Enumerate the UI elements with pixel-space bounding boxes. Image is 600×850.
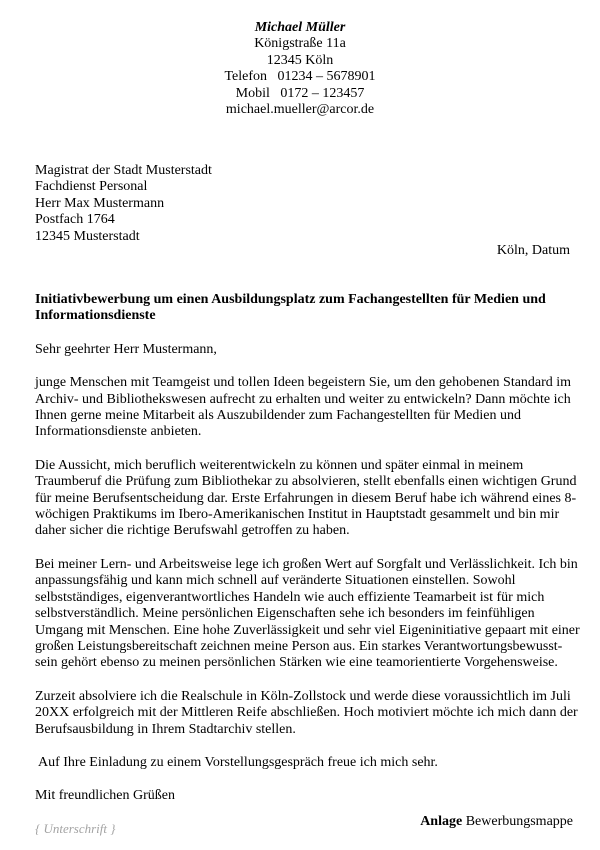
body-paragraph: Die Aussicht, mich beruflich weiterentwickeln zu können und später einmal in meinem Traumberuf die Prüfung zum Bibliothekar zu absolvieren, stellt ebenfalls einen wichtigen Grund für meine Berufsentscheidung dar. Erste Erfahrungen in diesem Beruf habe ich während eines 8-wöchigen Praktikums im Ibero-Amerikanischen Institut in Hauptstadt gesammelt und bin mir daher sicher die richtige Berufswahl getroffen zu haben. [35, 457, 577, 539]
place-date: Köln, Datum [496, 243, 570, 258]
recipient-line: 12345 Musterstadt [35, 228, 140, 244]
sender-name: Michael Müller [254, 20, 346, 35]
recipient-line: Postfach 1764 [35, 212, 115, 228]
letter-body [35, 292, 580, 837]
subject-line: Initiativbewerbung um einen Ausbildungsplatz zum Fachangestellten für Medien und Informationsdienste [35, 292, 546, 324]
sender-mobile: Mobil 0172 – 123457 [235, 85, 365, 101]
attachment-text: Bewerbungsmappe [465, 814, 573, 829]
recipient-block [35, 163, 212, 245]
attachment-note [420, 814, 573, 830]
sender-street: Königstraße 11a [254, 36, 346, 52]
attachment-label: Anlage [420, 814, 463, 829]
sender-email: michael.mueller@arcor.de [225, 102, 375, 118]
sender-block [0, 20, 600, 118]
sender-city: 12345 Köln [266, 52, 334, 68]
body-paragraph: Zurzeit absolviere ich die Realschule in Köln-Zollstock und werde diese voraussichtlich im Juli 20XX erfolgreich mit der Mittleren Reife abschließen. Hoch motiviert möchte ich mich dann der Berufsausbildung in Ihrem Stadtarchiv stellen. [35, 688, 578, 737]
sender-phone: Telefon 01234 – 5678901 [224, 69, 376, 85]
body-paragraph: junge Menschen mit Teamgeist und tollen Ideen begeistern Sie, um den gehobenen Standard im Archiv- und Bibliothekswesen aufrecht zu erhalten und weiter zu entwickeln? Dann möchte ich Ihnen gerne meine Mitarbeit als Auszubildender zum Fachangestellten für Medien und Informationsdienste anbieten. [35, 375, 572, 440]
signature-placeholder: { Unterschrift } [35, 820, 116, 836]
recipient-line: Fachdienst Personal [35, 179, 148, 195]
recipient-line: Herr Max Mustermann [35, 195, 165, 211]
salutation: Sehr geehrter Herr Mustermann, [35, 341, 217, 357]
recipient-line: Magistrat der Stadt Musterstadt [35, 163, 212, 178]
body-paragraph: Bei meiner Lern- und Arbeitsweise lege ich großen Wert auf Sorgfalt und Verlässlichkeit. Ich bin anpassungsfähig und kann mich schnell auf veränderte Situationen einstellen. Sowohl selbstständiges, eigenverantwortliches Handeln wie auch effiziente Teamarbeit ist für mich selbstverständlich. Meine persönlichen Eigenschaften sehe ich besonders im feinfühligen Umgang mit Menschen. Eine hohe Zuverlässigkeit und sehr viel Eigeninitiative gepaart mit einer großen Leistungsbereitschaft zeichnen meine Person aus. Ein starkes Verantwortungsbewusst-sein gehört ebenso zu meinen persönlichen Stärken wie eine teamorientierte Vorgehensweise. [35, 556, 580, 671]
closing: Mit freundlichen Grüßen [35, 788, 175, 804]
body-paragraph: Auf Ihre Einladung zu einem Vorstellungsgespräch freue ich mich sehr. [38, 754, 438, 770]
